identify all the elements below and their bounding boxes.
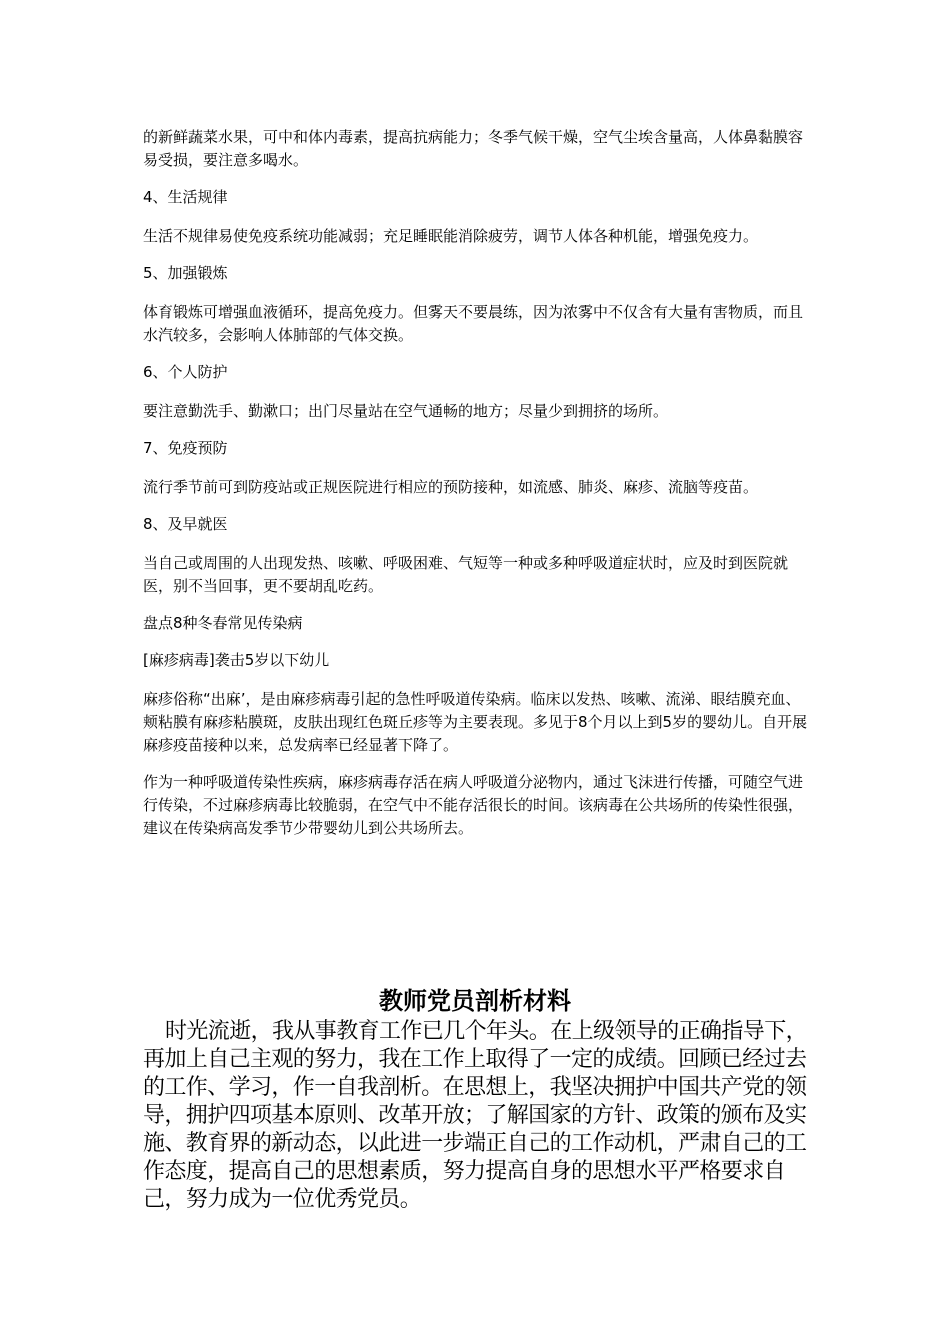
paragraph-immunization: 流行季节前可到防疫站或正规医院进行相应的预防接种，如流感、肺炎、麻疹、流脑等疫苗。 — [143, 478, 759, 496]
heading-seek-medical-care: 8、及早就医 — [143, 515, 228, 533]
paragraph-diet-tail: 的新鲜蔬菜水果，可中和体内毒素，提高抗病能力；冬季气候干燥，空气尘埃含量高，人体鼻黏膜容易受损，要注意多喝水。 — [143, 128, 804, 169]
paragraph-regular-life: 生活不规律易使免疫系统功能减弱；充足睡眠能消除疲劳，调节人体各种机能，增强免疫力。 — [143, 227, 759, 245]
heading-exercise: 5、加强锻炼 — [143, 264, 228, 282]
heading-eight-diseases: 盘点8种冬春常见传染病 — [143, 614, 303, 632]
essay-title: 教师党员剖析材料 — [379, 986, 571, 1015]
paragraph-seek-medical-care: 当自己或周围的人出现发热、咳嗽、呼吸困难、气短等一种或多种呼吸道症状时，应及时到医院就医，别不当回事，更不要胡乱吃药。 — [143, 554, 789, 595]
paragraph-measles-2: 作为一种呼吸道传染性疾病，麻疹病毒存活在病人呼吸道分泌物内，通过飞沫进行传播，可随空气进行传染，不过麻疹病毒比较脆弱，在空气中不能存活很长的时间。该病毒在公共场所的传染性很强，建议在传染病高发季节少带婴幼儿到公共场所去。 — [143, 773, 804, 837]
heading-measles: [麻疹病毒]袭击5岁以下幼儿 — [143, 651, 330, 669]
heading-immunization: 7、免疫预防 — [143, 439, 228, 457]
health-tips-section — [143, 126, 809, 840]
paragraph-exercise: 体育锻炼可增强血液循环，提高免疫力。但雾天不要晨练，因为浓雾中不仅含有大量有害物质，而且水汽较多，会影响人体肺部的气体交换。 — [143, 303, 804, 344]
paragraph-personal-protection: 要注意勤洗手、勤漱口；出门尽量站在空气通畅的地方；尽量少到拥挤的场所。 — [143, 402, 669, 420]
essay-body: 时光流逝，我从事教育工作已几个年头。在上级领导的正确指导下，再加上自己主观的努力，我在工作上取得了一定的成绩。回顾已经过去的工作、学习，作一自我剖析。在思想上，我坚决拥护中国共产党的领导，拥护四项基本原则、改革开放；了解国家的方针、政策的颁布及实施、教育界的新动态，以此进一步端正自己的工作动机，严肃自己的工作态度，提高自己的思想素质，努力提高自身的思想水平严格要求自己，努力成为一位优秀党员。 — [143, 1019, 808, 1212]
heading-regular-life: 4、生活规律 — [143, 188, 228, 206]
paragraph-measles-1: 麻疹俗称“出麻’，是由麻疹病毒引起的急性呼吸道传染病。临床以发热、咳嗽、流涕、眼结膜充血、颊粘膜有麻疹粘膜斑，皮肤出现红色斑丘疹等为主要表现。多见于8个月以上到5岁的婴幼儿。自开展麻疹疫苗接种以来，总发病率已经显著下降了。 — [143, 690, 808, 754]
heading-personal-protection: 6、个人防护 — [143, 363, 228, 381]
